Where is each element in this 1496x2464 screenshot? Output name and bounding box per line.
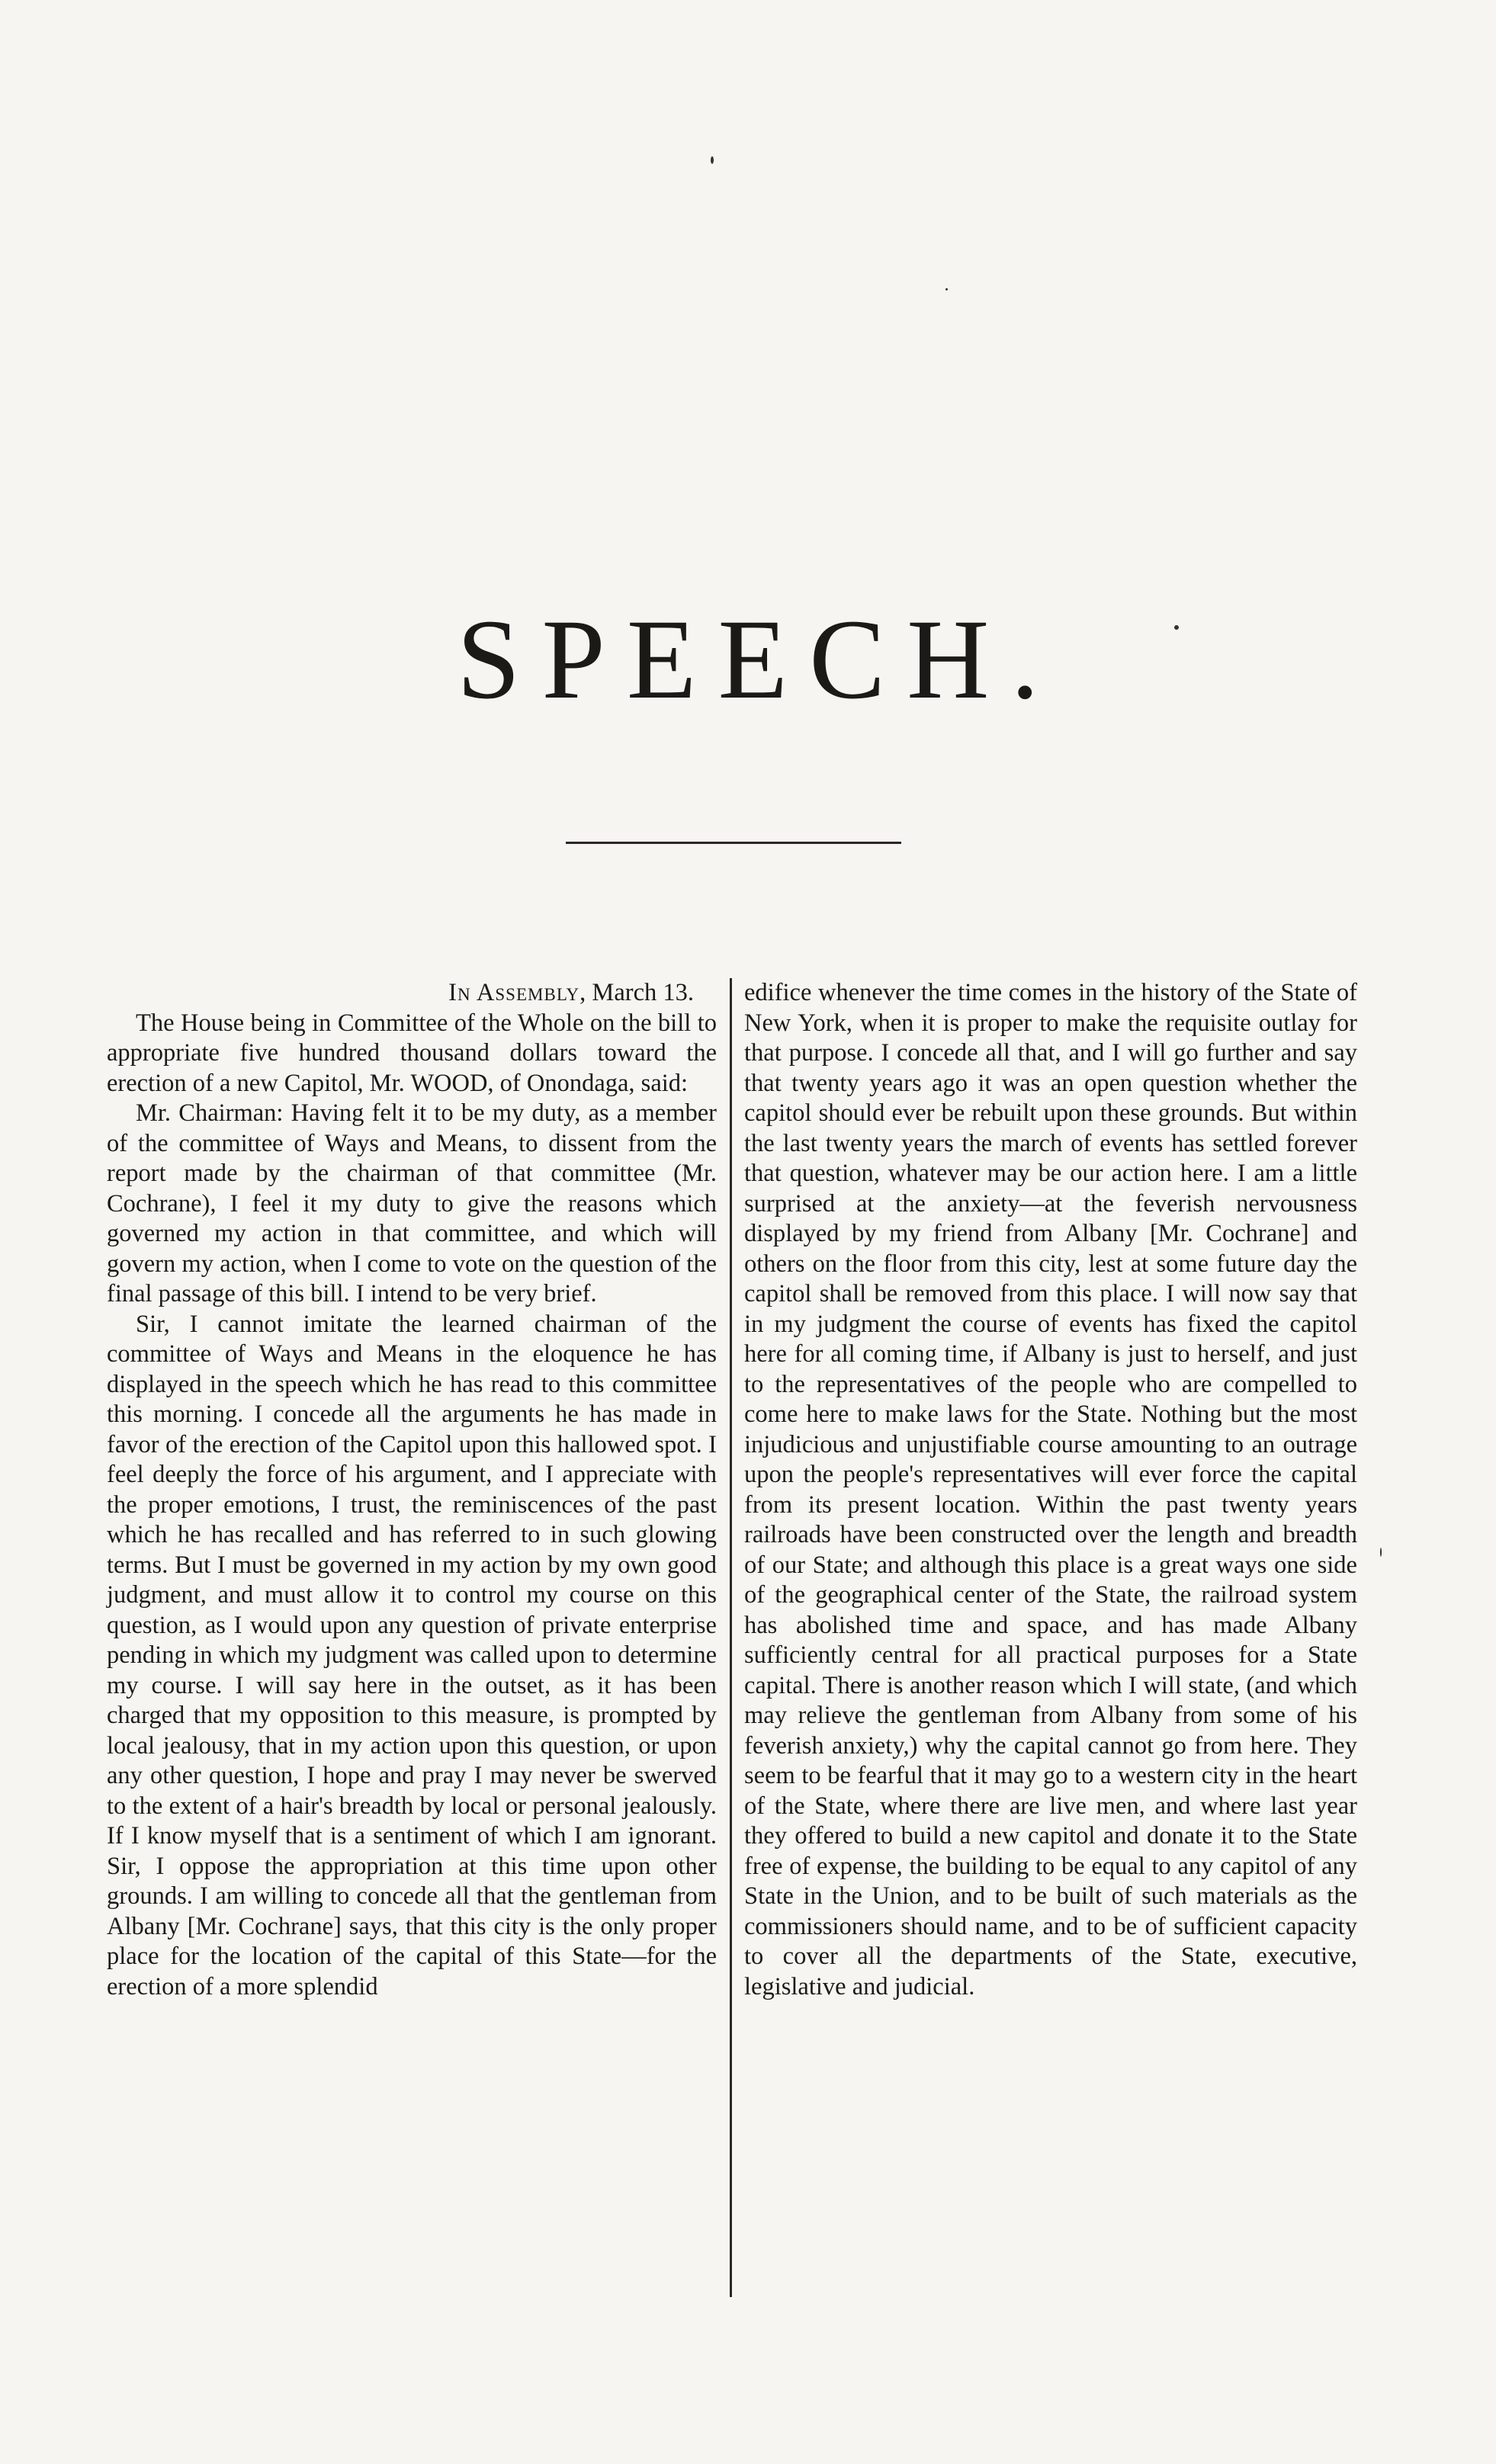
dateline [107,978,717,1009]
title-rule [566,842,901,844]
paper-speck [1174,625,1179,630]
paper-speck [711,156,714,164]
right-column [744,978,1357,2002]
paper-speck [945,288,948,290]
paragraph-chairman: Mr. Chairman: Having felt it to be my duty, as a member of the committee of Ways and Means, to dissent from the report made by the chairman of that committee (Mr. Cochrane), I feel it my duty to give the reasons which governed my action in that committee, and which will govern my action, when I come to vote on the question of the final passage of this bill. I intend to be very brief. [107,1099,717,1307]
dateline-date: , March 13. [579,979,694,1006]
dateline-prefix: In Assembly [448,979,580,1006]
speech-columns [107,978,1357,2305]
page-title: SPEECH. [457,596,1061,723]
column-divider [730,978,732,2297]
paragraph-sir: Sir, I cannot imitate the learned chairman of the committee of Ways and Means in the eloquence he has displayed in the speech which he has read to this committee this morning. I concede all the arguments he has made in favor of the erection of the Capitol upon this hallowed spot. I feel deeply the force of his argument, and I appreciate with the proper emotions, I trust, the reminiscences of the past which he has recalled and has referred to in such glowing terms. But I must be governed in my action by my own good judgment, and must allow it to control my course on this question, as I would upon any question of private enterprise pending in which my judgment was called upon to determine my course. I will say here in the outset, as it has been charged that my opposition to this measure, is prompted by local jealousy, that in my action upon this question, or upon any other question, I hope and pray I may never be swerved to the extent of a hair's breadth by local or personal jealously. If I know myself that is a sentiment of which I am ignorant. Sir, I oppose the appropriation at this time upon other grounds. I am willing to concede all that the gentleman from Albany [Mr. Cochrane] says, that this city is the only proper place for the location of the capital of this State—for the erection of a more splendid [107,1310,717,2000]
paper-speck [1380,1548,1382,1557]
paragraph-continued: edifice whenever the time comes in the history of the State of New York, when it is proper to make the requisite outlay for that purpose. I concede all that, and I will go further and say that twenty years ago it was an open question whether the capitol should ever be rebuilt upon these grounds. But within the last twenty years the march of events has settled forever that question, whatever may be our action here. I am a little surprised at the anxiety—at the feverish nervousness displayed by my friend from Albany [Mr. Cochrane] and others on the floor from this city, lest at some future day the capitol shall be removed from this place. I will now say that in my judgment the course of events has fixed the capitol here for all coming time, if Albany is just to herself, and just to the representatives of the people who are compelled to come here to make laws for the State. Nothing but the most injudicious and unjustifiable course amounting to an outrage upon the people's representatives will ever force the capital from its present location. Within the past twenty years railroads have been constructed over the length and breadth of our State; and although this place is a great ways one side of the geographical center of the State, the railroad system has abolished time and space, and has made Albany sufficiently central for all practical purposes for a State capital. There is another reason which I will state, (and which may relieve the gentleman from Albany from some of his feverish anxiety,) why the capital cannot go from here. They seem to be fearful that it may go to a western city in the heart of the State, where there are live men, and where last year they offered to build a new capitol and donate it to the State free of expense, the building to be equal to any capitol of any State in the Union, and to be built of such materials as the commissioners should name, and to be of sufficient capacity to cover all the departments of the State, executive, legislative and judicial. [744,979,1357,2000]
left-column [107,978,717,2002]
paragraph-intro: The House being in Committee of the Whole on the bill to appropriate five hundred thousand dollars toward the erection of a new Capitol, Mr. WOOD, of Onondaga, said: [107,1009,717,1097]
